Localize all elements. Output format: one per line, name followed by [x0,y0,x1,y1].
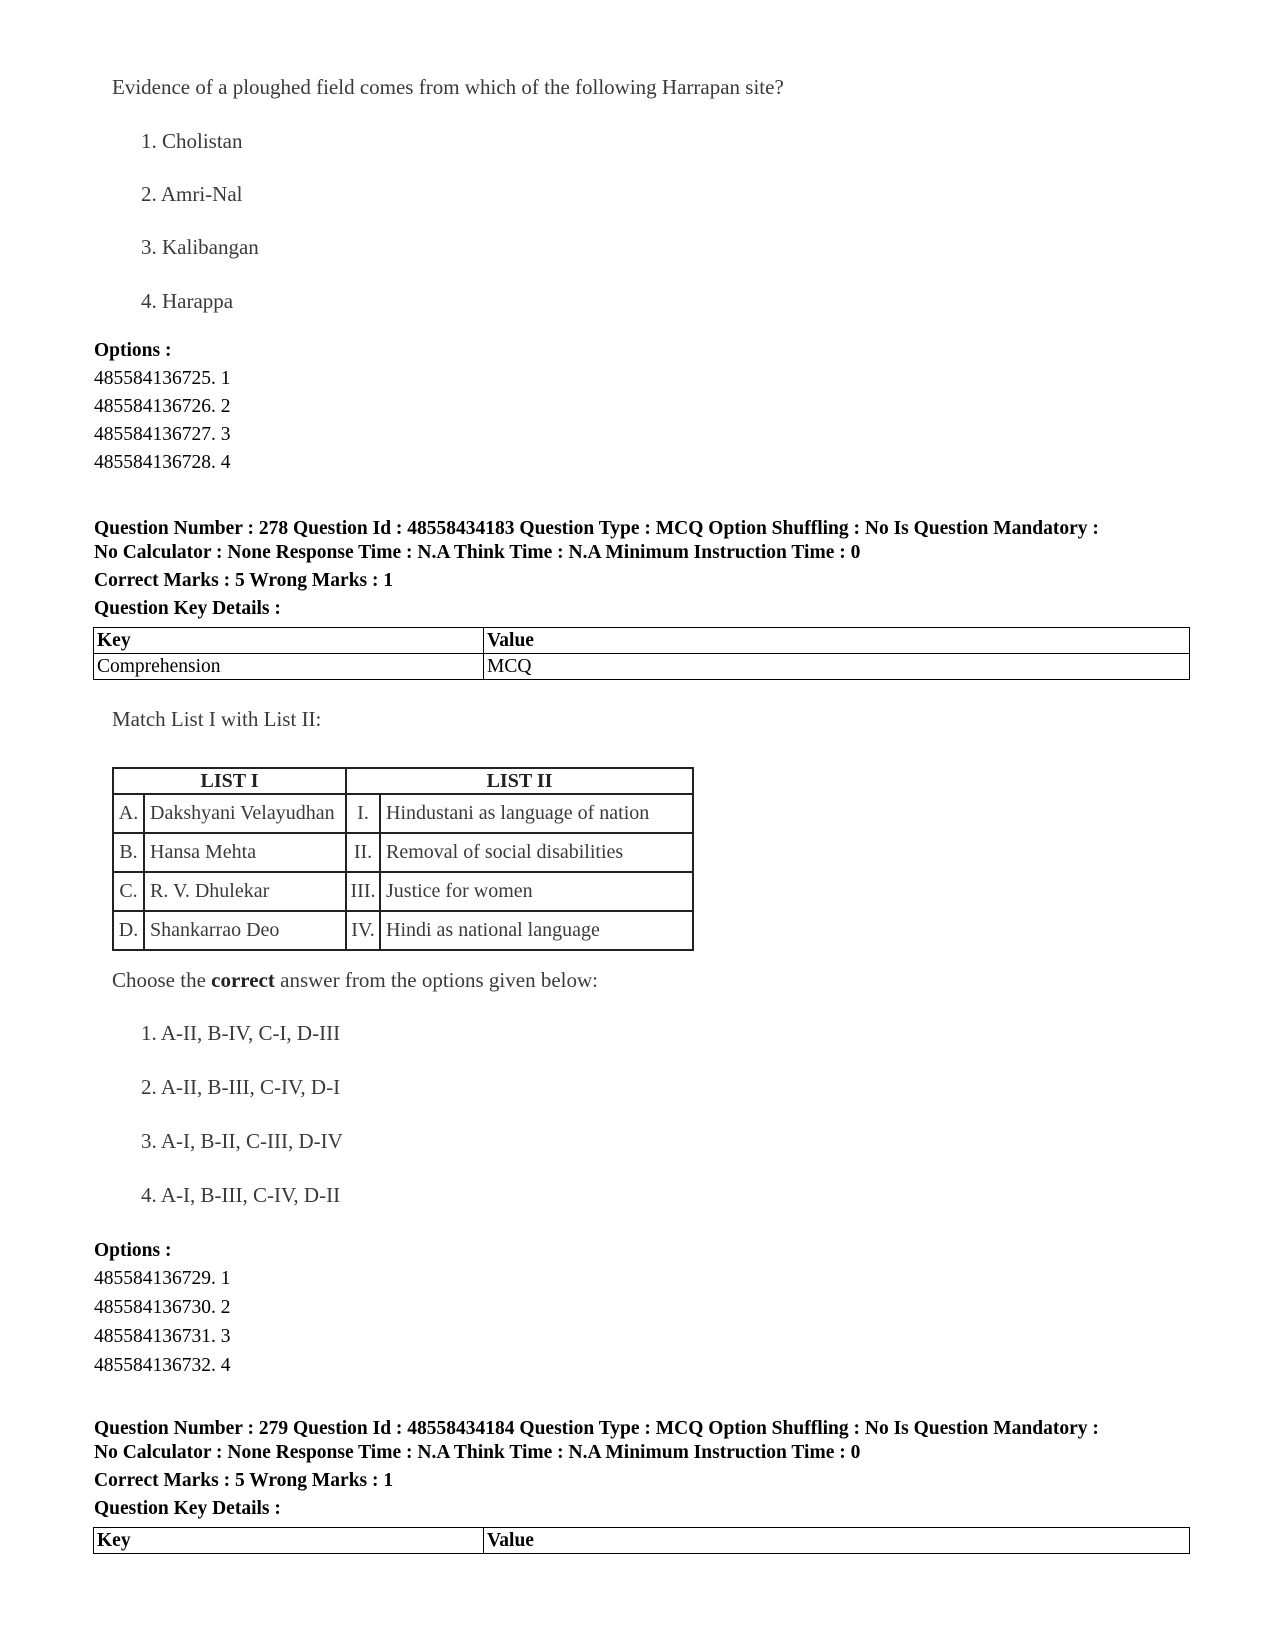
instruction-text: Choose the [112,968,212,992]
question-instruction [112,968,598,993]
choice-4: 4. A-I, B-III, C-IV, D-II [141,1183,341,1207]
choice-3: 3. Kalibangan [141,235,259,259]
table-header-cell: LIST II [346,768,693,794]
table-cell: C. [113,872,144,911]
table-row [113,911,693,950]
choice-1: 1. A-II, B-IV, C-I, D-III [141,1021,341,1045]
table-header-row [94,1528,1190,1554]
question-stem: Match List I with List II: [112,707,322,731]
options-label: Options : [94,340,172,361]
table-header-cell: Key [94,628,484,654]
option-id-line: 485584136729. 1 [94,1268,231,1289]
key-details-table [93,1527,1190,1554]
table-cell: Justice for women [380,872,693,911]
option-id-line: 485584136727. 3 [94,424,231,445]
table-header-cell: Key [94,1528,484,1554]
table-cell: Hindustani as language of nation [380,794,693,833]
table-cell: A. [113,794,144,833]
table-cell: Shankarrao Deo [144,911,346,950]
question-meta-line-1: Question Number : 279 Question Id : 48558434184 Question Type : MCQ Option Shuffling : No Is Question Mandatory : [94,1418,1099,1439]
table-header-row [94,628,1190,654]
options-label: Options : [94,1240,172,1261]
question-meta-line-1: Question Number : 278 Question Id : 48558434183 Question Type : MCQ Option Shuffling : No Is Question Mandatory : [94,518,1099,539]
option-id-line: 485584136730. 2 [94,1297,231,1318]
question-meta-line-2: No Calculator : None Response Time : N.A Think Time : N.A Minimum Instruction Time : 0 [94,542,861,563]
table-cell: II. [346,833,380,872]
key-details-label: Question Key Details : [94,598,281,619]
table-cell: III. [346,872,380,911]
table-cell: B. [113,833,144,872]
table-cell: I. [346,794,380,833]
table-cell: MCQ [484,654,1190,680]
option-id-line: 485584136725. 1 [94,368,231,389]
table-cell: Comprehension [94,654,484,680]
option-id-line: 485584136726. 2 [94,396,231,417]
choice-3: 3. A-I, B-II, C-III, D-IV [141,1129,343,1153]
match-list-table [112,767,694,951]
table-cell: D. [113,911,144,950]
key-details-label: Question Key Details : [94,1498,281,1519]
key-details-table [93,627,1190,680]
instruction-emphasis: correct [211,968,275,992]
table-cell: Hindi as national language [380,911,693,950]
table-row [94,654,1190,680]
option-id-line: 485584136728. 4 [94,452,231,473]
option-id-line: 485584136731. 3 [94,1326,231,1347]
table-cell: IV. [346,911,380,950]
table-cell: Hansa Mehta [144,833,346,872]
table-row [113,794,693,833]
table-row [113,833,693,872]
table-cell: R. V. Dhulekar [144,872,346,911]
question-marks: Correct Marks : 5 Wrong Marks : 1 [94,570,394,591]
choice-4: 4. Harappa [141,289,234,313]
table-header-cell: LIST I [113,768,346,794]
choice-2: 2. Amri-Nal [141,182,243,206]
table-header-cell: Value [484,628,1190,654]
table-cell: Removal of social disabilities [380,833,693,872]
table-header-cell: Value [484,1528,1190,1554]
table-cell: Dakshyani Velayudhan [144,794,346,833]
instruction-text: answer from the options given below: [274,968,598,992]
choice-2: 2. A-II, B-III, C-IV, D-I [141,1075,341,1099]
table-header-row [113,768,693,794]
question-meta-line-2: No Calculator : None Response Time : N.A Think Time : N.A Minimum Instruction Time : 0 [94,1442,861,1463]
option-id-line: 485584136732. 4 [94,1355,231,1376]
table-row [113,872,693,911]
choice-1: 1. Cholistan [141,129,243,153]
question-marks: Correct Marks : 5 Wrong Marks : 1 [94,1470,394,1491]
question-stem: Evidence of a ploughed field comes from which of the following Harrapan site? [112,75,784,99]
